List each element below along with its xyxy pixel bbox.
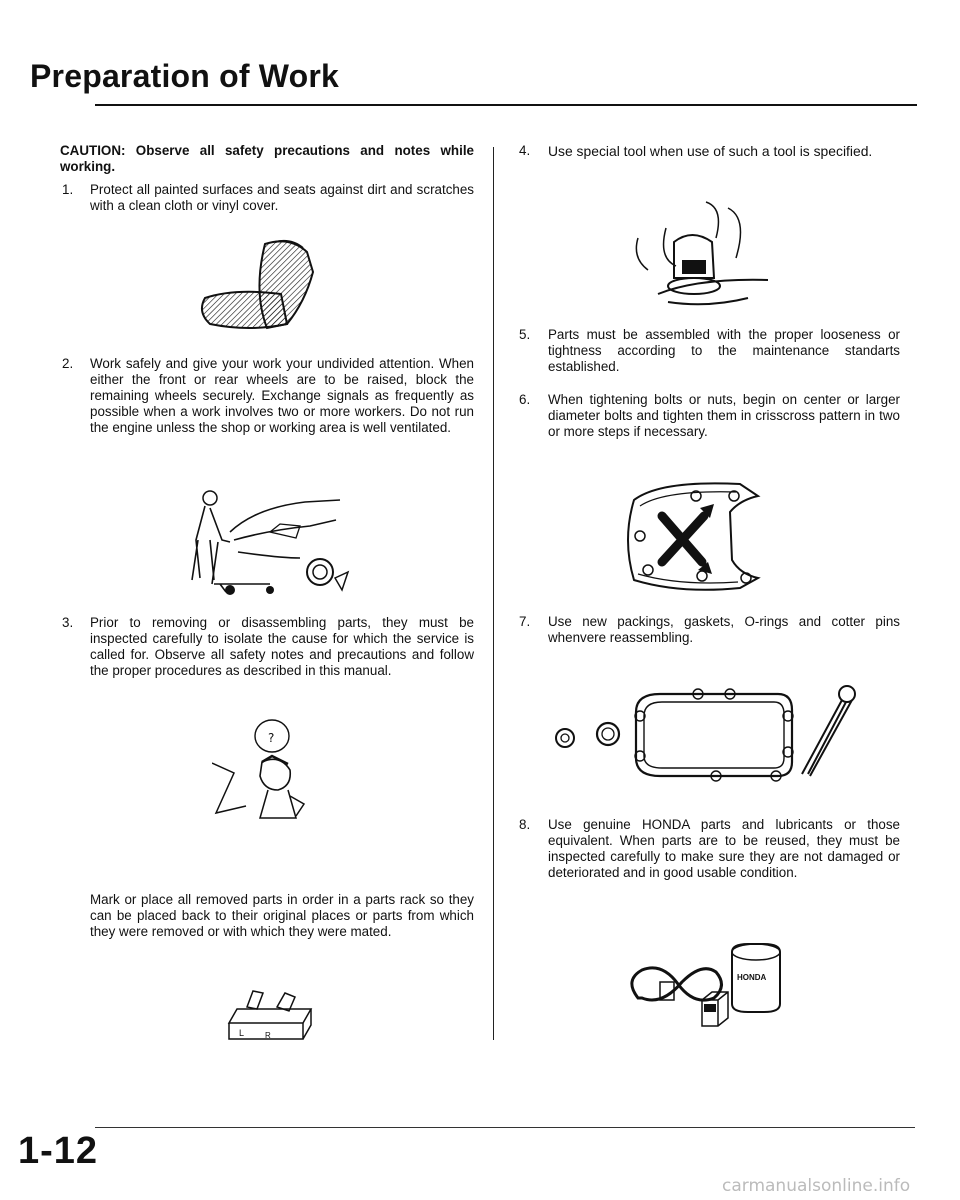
item-5-number: 5.	[519, 327, 531, 342]
seat-cover-illustration	[195, 232, 325, 332]
page-number: 1-12	[18, 1130, 99, 1172]
crisscross-pattern-illustration	[620, 470, 770, 600]
item-7-number: 7.	[519, 614, 531, 629]
item-1-number: 1.	[62, 182, 74, 197]
item-4-text: Use special tool when use of such a tool is specified.	[548, 143, 873, 159]
header-rule	[95, 104, 917, 106]
item-6-number: 6.	[519, 392, 531, 407]
item-2-text: Work safely and give your work your undivided attention. When either the front or rear wheels are to be raised, block the remaining wheels securely. Exchange signals as frequently as possible when a work involves two or more workers. Do not run the engine unless the shop or working area is well ventilated.	[90, 356, 474, 435]
item-8-text: Use genuine HONDA parts and lubricants or those equivalent. When parts are to be reused, they must be inspected carefully to make sure they are not damaged or deteriorated and in good usable condition.	[548, 817, 900, 880]
footer-rule	[95, 1127, 915, 1128]
item-2-number: 2.	[62, 356, 74, 371]
item-3-text: Prior to removing or disassembling parts, they must be inspected carefully to isolate the cause for which the service is called for. Observe all safety notes and precautions and follow the proper procedures as described in this manual.	[90, 615, 474, 678]
rack-label-right: R	[265, 1031, 271, 1040]
item-6-text: When tightening bolts or nuts, begin on center or larger diameter bolts and tighten them in crisscross pattern in two or more steps if necessary.	[548, 392, 900, 439]
parts-rack-note: Mark or place all removed parts in order in a parts rack so they can be placed back to their original places or parts from which they were removed or with which they were mated.	[90, 892, 474, 939]
gasket-oring-pin-illustration	[540, 676, 870, 786]
watermark: carmanualsonline.info	[722, 1176, 911, 1196]
caution-note: CAUTION: Observe all safety precautions and notes while working.	[60, 143, 474, 174]
item-4-number: 4.	[519, 143, 531, 158]
item-7-text: Use new packings, gaskets, O-rings and cotter pins whenvere reassembling.	[548, 614, 900, 645]
svg-text:?: ?	[268, 731, 275, 745]
special-tool-illustration	[628, 198, 768, 308]
column-divider	[493, 147, 494, 1040]
item-8-number: 8.	[519, 817, 531, 832]
page-title: Preparation of Work	[30, 58, 340, 94]
item-3-number: 3.	[62, 615, 74, 630]
item-1-text: Protect all painted surfaces and seats against dirt and scratches with a clean cloth or vinyl cover.	[90, 182, 474, 213]
mechanic-jack-illustration	[170, 480, 350, 600]
inspecting-person-illustration	[212, 718, 322, 828]
rack-label-left: L	[239, 1028, 245, 1038]
honda-parts-lubricant-illustration	[622, 940, 792, 1030]
item-5-text: Parts must be assembled with the proper looseness or tightness according to the maintenance standarts established.	[548, 327, 900, 374]
honda-can-label: HONDA	[737, 973, 767, 982]
parts-rack-illustration	[225, 985, 315, 1045]
